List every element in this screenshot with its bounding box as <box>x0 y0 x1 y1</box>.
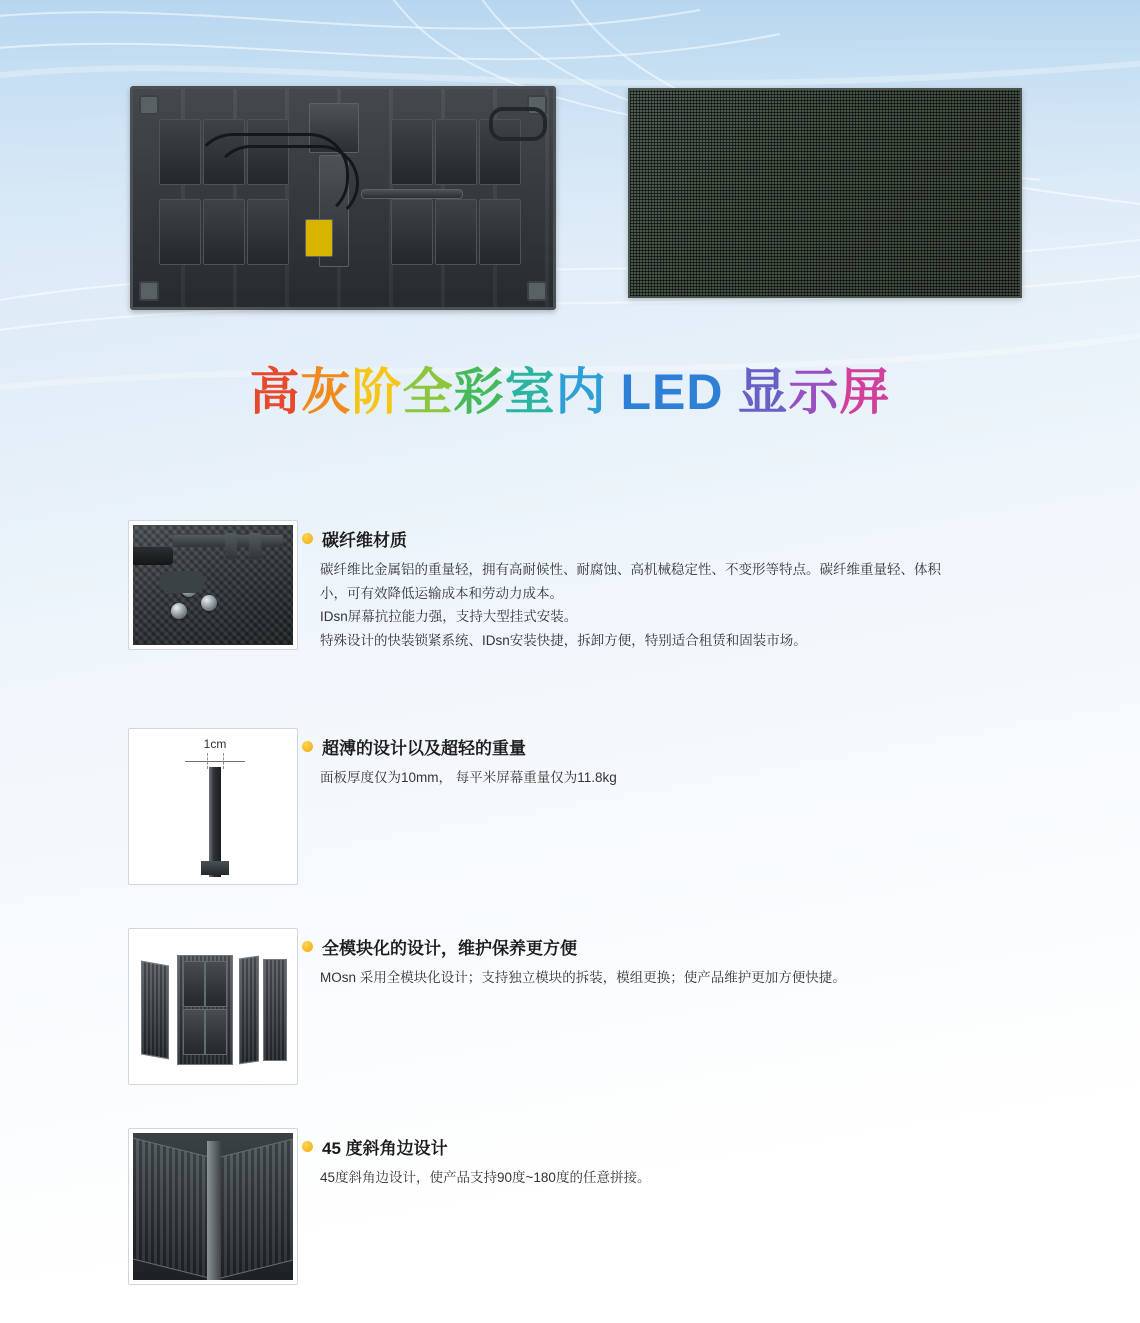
carbon-fiber-closeup-image <box>128 520 298 650</box>
bullet-dot-icon <box>302 941 313 952</box>
title-segment: 阶 <box>351 364 403 420</box>
page-title <box>0 352 1140 424</box>
title-segment: 内 <box>555 364 607 420</box>
hero-product-images <box>0 78 1140 318</box>
panel-cell <box>391 119 433 185</box>
title-segment: 显 <box>737 364 789 420</box>
panel-cable <box>213 145 359 221</box>
title-segment: 彩 <box>453 364 505 420</box>
led-panel-rear-image <box>130 86 556 310</box>
panel-cell <box>159 199 201 265</box>
panel-corner <box>139 95 159 115</box>
panel-handle <box>361 189 463 199</box>
feature-row-modular <box>128 928 1028 1085</box>
panel-corner <box>527 281 547 301</box>
panel-cell <box>435 199 477 265</box>
title-segment: 高 <box>249 364 301 420</box>
feature-row-thin-light <box>128 728 1028 885</box>
feature-row-carbon-fiber <box>128 520 1028 653</box>
panel-cell <box>479 199 521 265</box>
45-degree-corner-image <box>128 1128 298 1285</box>
feature-heading <box>320 734 1028 759</box>
thickness-label: 1cm <box>203 737 227 751</box>
panel-label <box>305 219 333 257</box>
feature-heading <box>320 526 1028 551</box>
feature-body <box>320 966 1028 990</box>
feature-body <box>320 766 1028 790</box>
modular-cabinet-image <box>128 928 298 1085</box>
feature-heading-text: 45 度斜角边设计 <box>322 1139 448 1158</box>
bullet-dot-icon <box>302 533 313 544</box>
feature-body-line: 小，可有效降低运输成本和劳动力成本。 <box>320 585 563 601</box>
panel-cell <box>391 199 433 265</box>
title-segment: 屏 <box>839 364 891 420</box>
panel-loop <box>489 107 547 141</box>
title-segment: 示 <box>788 364 840 420</box>
feature-heading-text: 超溥的设计以及超轻的重量 <box>322 739 526 758</box>
feature-heading-text: 碳纤维材质 <box>322 531 407 550</box>
title-segment: 全 <box>402 364 454 420</box>
panel-cell <box>435 119 477 185</box>
panel-corner <box>139 281 159 301</box>
feature-body <box>320 1166 1028 1190</box>
bullet-dot-icon <box>302 741 313 752</box>
feature-body-line: MOsn 采用全模块化设计；支持独立模块的拆装，模组更换；使产品维护更加方便快捷。 <box>320 970 846 985</box>
feature-body-line: 45度斜角边设计，使产品支持90度~180度的任意拼接。 <box>320 1170 651 1185</box>
title-segment: 室 <box>504 364 556 420</box>
feature-body <box>320 558 1028 653</box>
feature-body-line: 碳纤维比金属铝的重量轻，拥有高耐候性、耐腐蚀、高机械稳定性、不变形等特点。碳纤维重量轻、体积 <box>320 562 941 577</box>
title-segment: 灰 <box>300 364 352 420</box>
feature-heading <box>320 1134 1028 1159</box>
led-panel-front-image <box>628 88 1022 298</box>
feature-body-line: IDsn屏幕抗拉能力强，支持大型挂式安装。 <box>320 609 578 625</box>
feature-heading-text: 全模块化的设计，维护保养更方便 <box>322 939 577 958</box>
feature-body-line: 特殊设计的快装锁紧系统、IDsn安装快捷，拆卸方便，特别适合租赁和固装市场。 <box>320 632 807 648</box>
panel-thickness-image <box>128 728 298 885</box>
feature-heading <box>320 934 1028 959</box>
bullet-dot-icon <box>302 1141 313 1152</box>
title-segment: LED <box>620 364 724 420</box>
feature-row-45-degree <box>128 1128 1028 1285</box>
feature-body-line: 面板厚度仅为10mm， 每平米屏幕重量仅为11.8kg <box>320 770 617 785</box>
